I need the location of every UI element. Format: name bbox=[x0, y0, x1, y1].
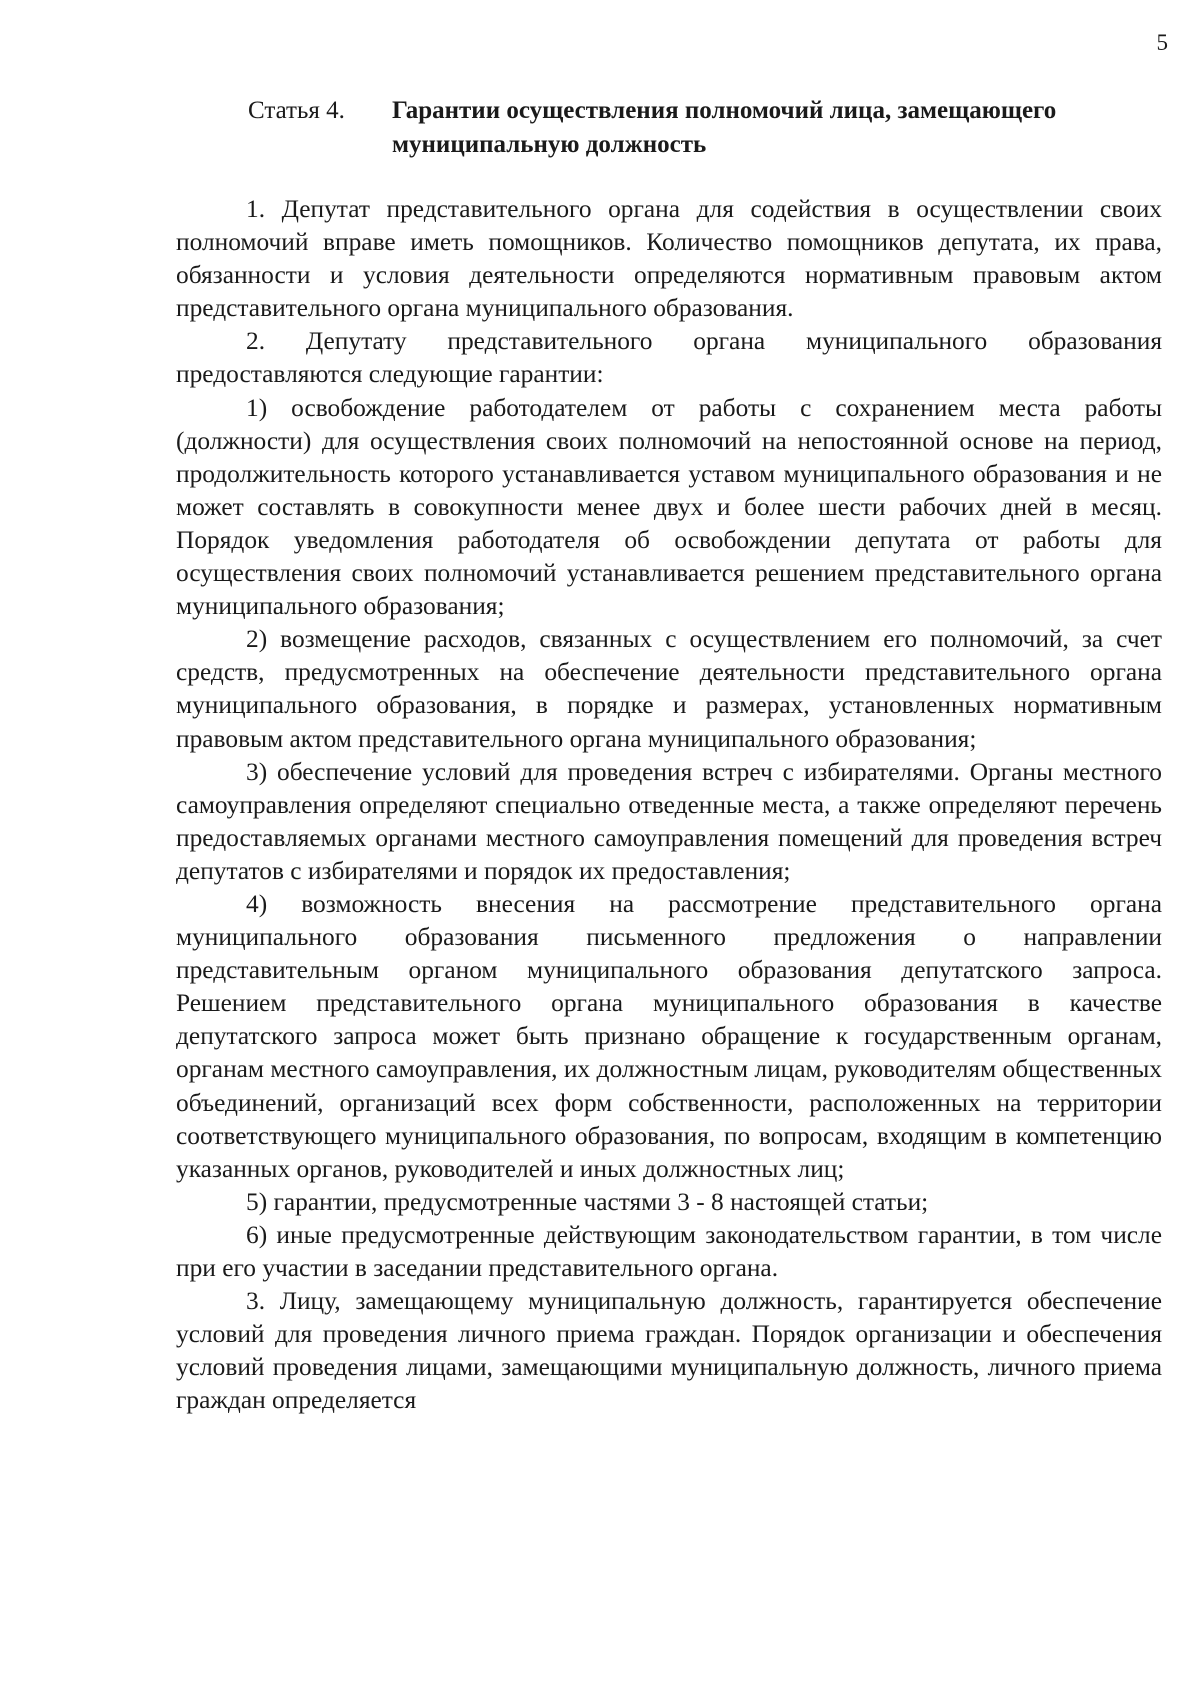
list-item-3: 3) обеспечение условий для проведения встреч с избирателями. Органы местного самоуправления определяют специально отведенные места, а также определяют перечень предоставляемых органами местного самоуправления помещений для проведения встреч депутатов с избирателями и порядок их предоставления; bbox=[176, 757, 1162, 885]
paragraph-2: 2. Депутату представительного органа муниципального образования предоставляются следующие гарантии: bbox=[176, 327, 1162, 389]
paragraph-1: 1. Депутат представительного органа для содействия в осуществлении своих полномочий вправе иметь помощников. Количество помощников депутата, их права, обязанности и условия деятельности определяются нормативным правовым актом представительного органа муниципального образования. bbox=[176, 195, 1162, 323]
page-number: 5 bbox=[1156, 30, 1168, 55]
list-item-4: 4) возможность внесения на рассмотрение представительного органа муниципального образования письменного предложения о направлении представительным органом муниципального образования депутатского запроса. Решением представительного органа муниципального образования в качестве депутатского запроса может быть признано обращение к государственным органам, органам местного самоуправления, их должностным лицам, руководителям общественных объединений, организаций всех форм собственности, расположенных на территории соответствующего муниципального образования, по вопросам, входящим в компетенцию указанных органов, руководителей и иных должностных лиц; bbox=[176, 889, 1162, 1183]
list-item-1: 1) освобождение работодателем от работы с сохранением места работы (должности) для осуществления своих полномочий на непостоянной основе на период, продолжительность которого устанавливается уставом муниципального образования и не может составлять в совокупности менее двух и более шести рабочих дней в месяц. Порядок уведомления работодателя об освобождении депутата от работы для осуществления своих полномочий устанавливается решением представительного органа муниципального образования; bbox=[176, 393, 1162, 621]
article-title: Гарантии осуществления полномочий лица, замещающего муниципальную должность bbox=[392, 97, 1057, 158]
paragraph-3: 3. Лицу, замещающему муниципальную должность, гарантируется обеспечение условий для проведения личного приема граждан. Порядок организации и обеспечения условий проведения лицами, замещающими муниципальную должность, личного приема граждан определяется bbox=[176, 1287, 1162, 1415]
list-item-2: 2) возмещение расходов, связанных с осуществлением его полномочий, за счет средств, предусмотренных на обеспечение деятельности представительного органа муниципального образования, в порядке и размерах, установленных нормативным правовым актом представительного органа муниципального образования; bbox=[176, 625, 1162, 753]
article-heading bbox=[248, 94, 1168, 162]
article-label: Статья 4. bbox=[248, 97, 345, 124]
list-item-6: 6) иные предусмотренные действующим законодательством гарантии, в том числе при его участии в заседании представительного органа. bbox=[176, 1220, 1162, 1282]
article-body bbox=[176, 193, 1162, 1417]
list-item-5: 5) гарантии, предусмотренные частями 3 - 8 настоящей статьи; bbox=[246, 1187, 929, 1216]
